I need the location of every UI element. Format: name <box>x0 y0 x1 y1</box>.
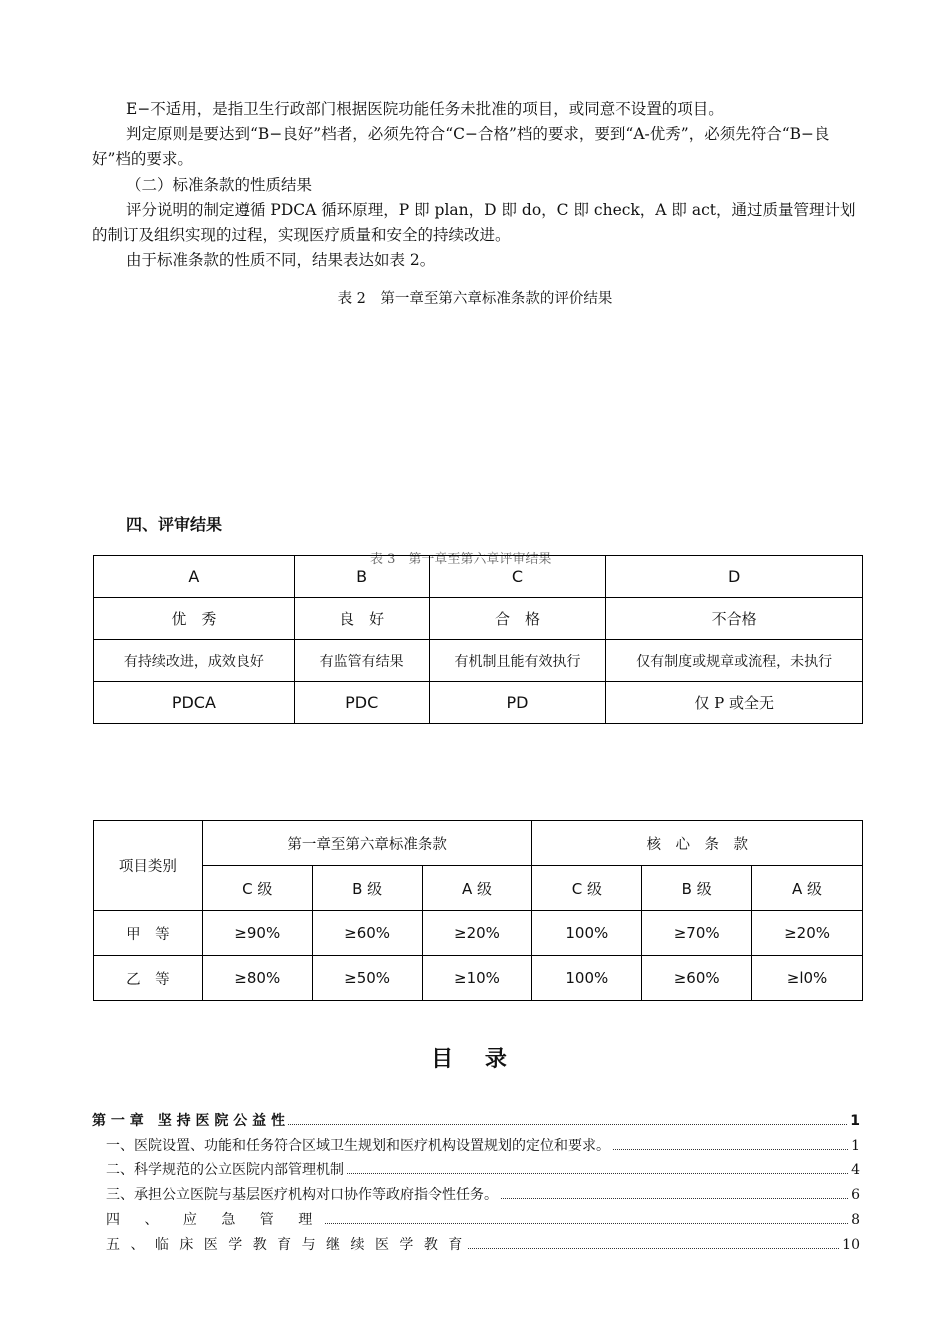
grade-description-cell: 仅有制度或规章或流程，未执行 <box>606 640 863 682</box>
grade-cycle-cell: PDC <box>294 682 429 724</box>
table-row <box>94 911 863 956</box>
table-row <box>94 821 863 866</box>
grade-name-cell: 良 好 <box>294 598 429 640</box>
grade-name-cell: 不合格 <box>606 598 863 640</box>
toc-entry[interactable] <box>106 1159 860 1179</box>
value-cell: 100% <box>532 911 642 956</box>
toc-page-number: 4 <box>851 1162 860 1178</box>
toc-page-number: 1 <box>851 1138 860 1154</box>
table-row <box>94 598 863 640</box>
table-row <box>94 682 863 724</box>
toc-entry-text: 四 、 应 急 管 理 <box>106 1212 323 1228</box>
toc-leader <box>501 1198 848 1199</box>
toc-page-number: 1 <box>850 1113 860 1129</box>
toc-title: 目 录 <box>431 1046 519 1072</box>
level-header-cell: A 级 <box>752 866 863 911</box>
row-header-cell: 项目类别 <box>94 821 203 911</box>
grade-letter-cell: D <box>606 556 863 598</box>
toc-entry-text: 三、承担公立医院与基层医疗机构对口协作等政府指令性任务。 <box>106 1187 498 1203</box>
level-header-cell: B 级 <box>642 866 752 911</box>
toc-entry-text: 五 、 临 床 医 学 教 育 与 继 续 医 学 教 育 <box>106 1237 466 1253</box>
toc-leader <box>347 1173 848 1174</box>
value-cell: ≥l0% <box>752 956 863 1001</box>
table-caption: 表 2 第一章至第六章标准条款的评价结果 <box>337 291 613 307</box>
value-cell: ≥70% <box>642 911 752 956</box>
grade-letter-cell: A <box>94 556 295 598</box>
paragraph-e-not-applicable: E−不适用，是指卫生行政部门根据医院功能任务未批准的项目，或同意不设置的项目。 <box>126 100 724 118</box>
section-heading-review-results: 四、评审结果 <box>126 515 223 534</box>
toc-entry-chapter-1[interactable] <box>92 1110 860 1130</box>
level-header-cell: B 级 <box>312 866 422 911</box>
value-cell: ≥90% <box>202 911 312 956</box>
toc-entry-text: 第 一 章 坚 持 医 院 公 益 性 <box>92 1113 285 1129</box>
toc-entry[interactable] <box>106 1234 860 1254</box>
paragraph-table-ref: 由于标准条款的性质不同，结果表达如表 2。 <box>126 251 436 269</box>
level-header-cell: C 级 <box>532 866 642 911</box>
grade-cycle-cell: 仅 P 或全无 <box>606 682 863 724</box>
toc-leader <box>288 1124 847 1125</box>
value-cell: ≥60% <box>312 911 422 956</box>
toc-entry-text: 一、医院设置、功能和任务符合区域卫生规划和医疗机构设置规划的定位和要求。 <box>106 1138 610 1154</box>
level-header-cell: C 级 <box>202 866 312 911</box>
toc-leader <box>468 1248 839 1249</box>
toc-entry[interactable] <box>106 1135 860 1155</box>
grade-letter-cell: B <box>294 556 429 598</box>
toc-entry[interactable] <box>106 1209 860 1229</box>
group-header-core: 核 心 条 款 <box>532 821 863 866</box>
level-header-cell: A 级 <box>422 866 532 911</box>
value-cell: ≥10% <box>422 956 532 1001</box>
value-cell: ≥20% <box>422 911 532 956</box>
group-header-standard: 第一章至第六章标准条款 <box>202 821 532 866</box>
grade-letter-cell: C <box>429 556 606 598</box>
value-cell: 100% <box>532 956 642 1001</box>
table-row <box>94 556 863 598</box>
toc-entry[interactable] <box>106 1184 860 1204</box>
grade-description-cell: 有持续改进，成效良好 <box>94 640 295 682</box>
category-label-cell: 甲 等 <box>94 911 203 956</box>
grade-name-cell: 优 秀 <box>94 598 295 640</box>
toc-page-number: 10 <box>842 1237 860 1253</box>
value-cell: ≥80% <box>202 956 312 1001</box>
toc-page-number: 8 <box>851 1212 860 1228</box>
hidden-caption: 表 3 第一章至第六章评审结果 <box>370 552 552 567</box>
grade-table <box>93 555 863 724</box>
grade-name-cell: 合 格 <box>429 598 606 640</box>
paragraph-pdca: 评分说明的制定遵循 PDCA 循环原理，P 即 plan，D 即 do，C 即 check，A 即 act，通过质量管理计划的制订及组织实现的过程，实现医疗质量和安全的持续改进。 <box>92 201 856 244</box>
value-cell: ≥20% <box>752 911 863 956</box>
subheading-clause-nature: （二）标准条款的性质结果 <box>126 176 313 194</box>
toc-leader <box>325 1223 848 1224</box>
review-result-table <box>93 820 863 1001</box>
table-row <box>94 956 863 1001</box>
toc-leader <box>613 1149 848 1150</box>
value-cell: ≥60% <box>642 956 752 1001</box>
table-row <box>94 866 863 911</box>
value-cell: ≥50% <box>312 956 422 1001</box>
category-label-cell: 乙 等 <box>94 956 203 1001</box>
grade-cycle-cell: PD <box>429 682 606 724</box>
grade-description-cell: 有机制且能有效执行 <box>429 640 606 682</box>
toc-page-number: 6 <box>851 1187 860 1203</box>
table-row <box>94 640 863 682</box>
grade-cycle-cell: PDCA <box>94 682 295 724</box>
grade-description-cell: 有监管有结果 <box>294 640 429 682</box>
toc-entry-text: 二、科学规范的公立医院内部管理机制 <box>106 1162 344 1178</box>
paragraph-judgement-principle: 判定原则是要达到“B−良好”档者，必须先符合“C−合格”档的要求，要到“A-优秀”，必须先符合“B−良好”档的要求。 <box>92 125 830 168</box>
